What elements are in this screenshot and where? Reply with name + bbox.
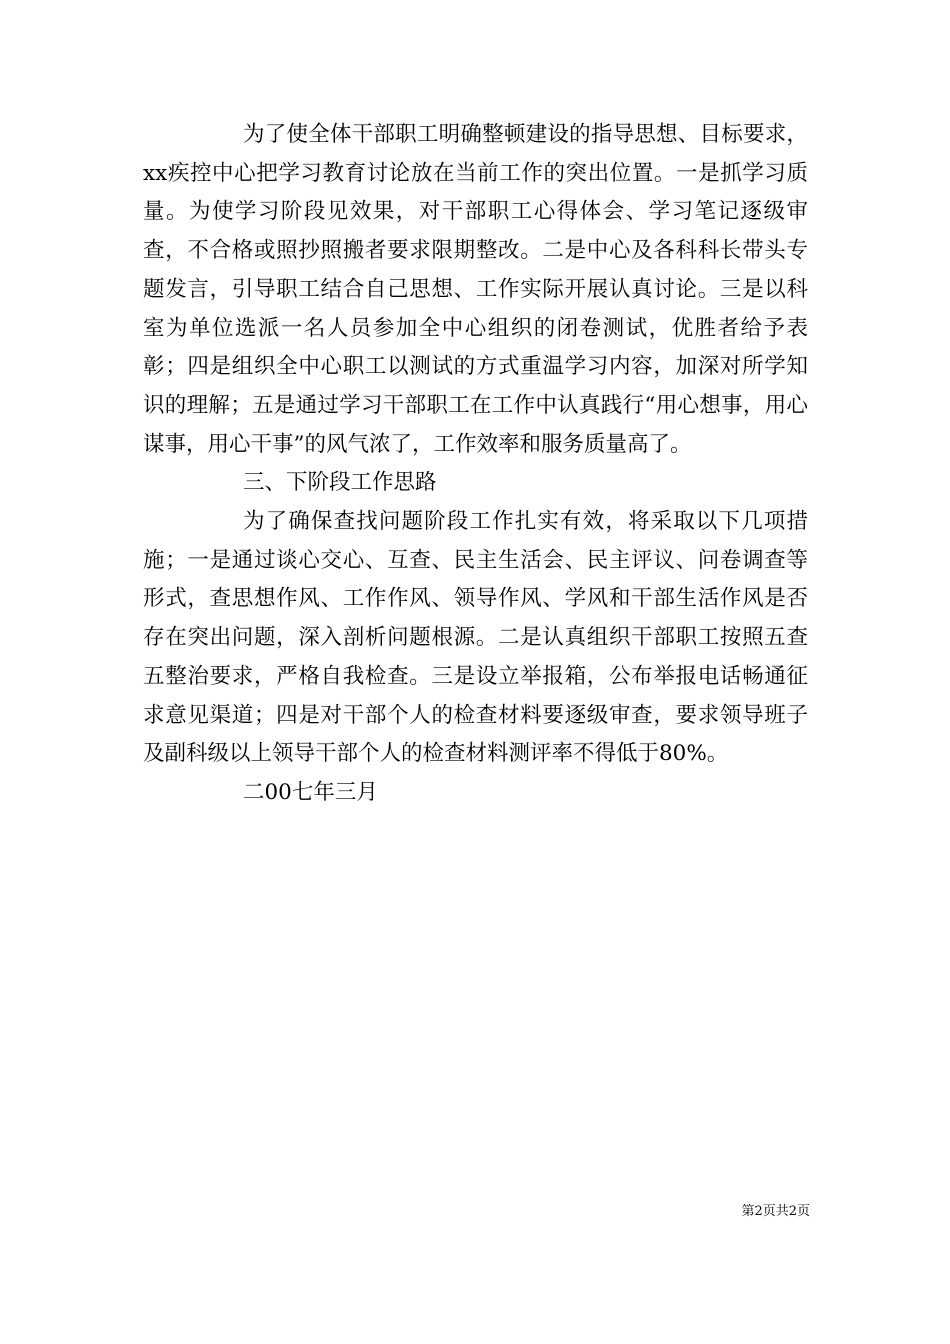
body-paragraph-study-education: 为了使全体干部职工明确整顿建设的指导思想、目标要求，xx疾控中心把学习教育讨论放在当前工作的突出位置。一是抓学习质量。为使学习阶段见效果，对干部职工心得体会、学习笔记逐级审查，不合格或照抄照搬者要求限期整改。二是中心及各科科长带头专题发言，引导职工结合自己思想、工作实际开展认真讨论。三是以科室为单位选派一名人员参加全中心组织的闭卷测试，优胜者给予表彰；四是组织全中心职工以测试的方式重温学习内容，加深对所学知识的理解；五是通过学习干部职工在工作中认真践行“用心想事，用心谋事，用心干事”的风气浓了，工作效率和服务质量高了。 xyxy=(143,122,808,457)
body-paragraph-measures: 为了确保查找问题阶段工作扎实有效，将采取以下几项措施；一是通过谈心交心、互查、民主生活会、民主评议、问卷调查等形式，查思想作风、工作作风、领导作风、学风和干部生活作风是否存在突出问题，深入剖析问题根源。二是认真组织干部职工按照五查五整治要求，严格自我检查。三是设立举报箱，公布举报电话畅通征求意见渠道；四是对干部个人的检查材料要逐级审查，要求领导班子及副科级以上领导干部个人的检查材料测评率不得低于80%。 xyxy=(143,509,808,767)
section-heading-next-stage: 三、下阶段工作思路 xyxy=(243,470,437,496)
document-body xyxy=(143,116,808,813)
document-date: 二00七年三月 xyxy=(243,779,378,805)
page-number-footer: 第2页共2页 xyxy=(741,1204,810,1219)
